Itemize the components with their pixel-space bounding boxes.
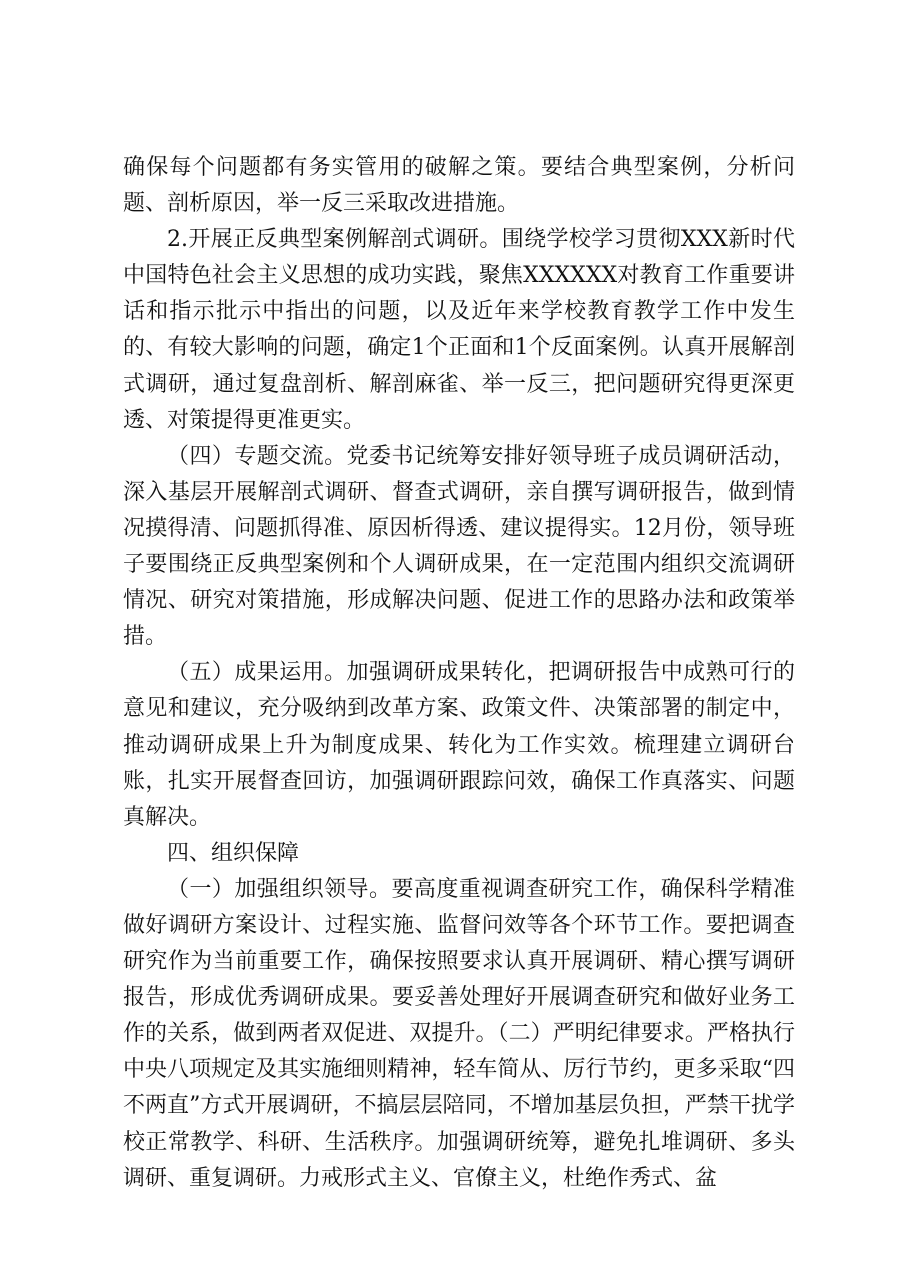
paragraph-continuation: 确保每个问题都有务实管用的破解之策。要结合典型案例，分析问题、剖析原因，举一反三采取改进措施。 <box>123 155 795 217</box>
paragraph-special-exchange: （四）专题交流。党委书记统筹安排好领导班子成员调研活动，深入基层开展解剖式调研、督查式调研，亲自撰写调研报告，做到情况摸得清、问题抓得准、原因析得透、建议提得实。12月份，领导班子要围绕正反典型案例和个人调研成果，在一定范围内组织交流调研情况、研究对策措施，形成解决问题、促进工作的思路办法和政策举措。 <box>123 443 795 650</box>
section-heading-organization: 四、组织保障 <box>167 840 300 866</box>
paragraph-results-application: （五）成果运用。加强调研成果转化，把调研报告中成熟可行的意见和建议，充分吸纳到改革方案、政策文件、决策部署的制定中，推动调研成果上升为制度成果、转化为工作实效。梳理建立调研台账，扎实开展督查回访，加强调研跟踪问效，确保工作真落实、问题真解决。 <box>123 660 795 830</box>
paragraph-leadership-discipline: （一）加强组织领导。要高度重视调查研究工作，确保科学精准做好调研方案设计、过程实施、监督问效等各个环节工作。要把调查研究作为当前重要工作，确保按照要求认真开展调研、精心撰写调研报告，形成优秀调研成果。要妥善处理好开展调查研究和做好业务工作的关系，做到两者双促进、双提升。（二）严明纪律要求。严格执行中央八项规定及其实施细则精神，轻车简从、厉行节约，更多采取“四不两直”方式开展调研，不搞层层陪同，不增加基层负担，严禁干扰学校正常教学、科研、生活秩序。加强调研统筹，避免扎堆调研、多头调研、重复调研。力戒形式主义、官僚主义，杜绝作秀式、盆 <box>123 876 795 1191</box>
document-body <box>123 150 795 1197</box>
paragraph-case-study: 2.开展正反典型案例解剖式调研。围绕学校学习贯彻XXX新时代中国特色社会主义思想的成功实践，聚焦XXXXXX对教育工作重要讲话和指示批示中指出的问题，以及近年来学校教育教学工作中发生的、有较大影响的问题，确定1个正面和1个反面案例。认真开展解剖式调研，通过复盘剖析、解剖麻雀、举一反三，把问题研究得更深更透、对策提得更准更实。 <box>123 227 795 433</box>
